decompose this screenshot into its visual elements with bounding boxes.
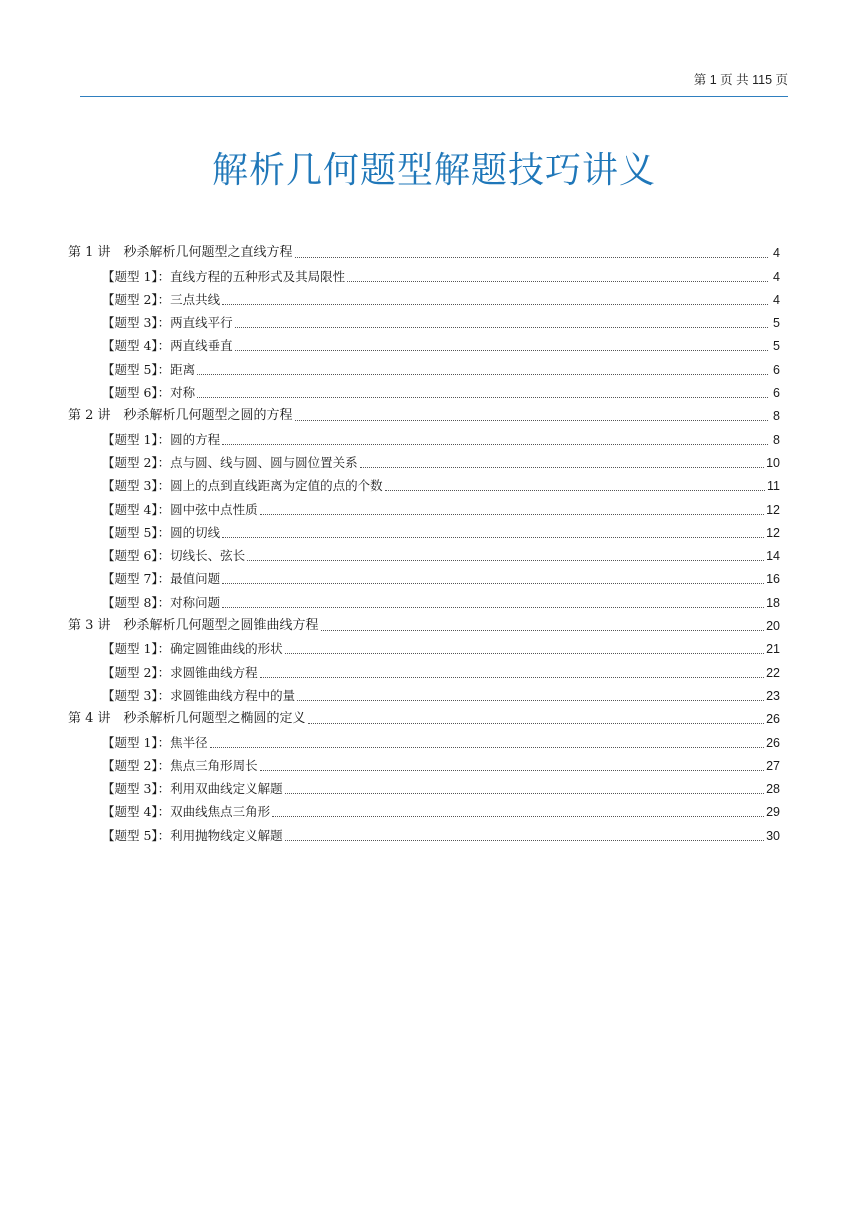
toc-dot-leader: [308, 722, 765, 724]
toc-page-number: 30: [766, 828, 780, 843]
document-title: 解析几何题型解题技巧讲义: [211, 150, 656, 191]
toc-page-number: 14: [766, 549, 780, 564]
toc-dot-leader: [260, 676, 764, 678]
toc-page-number: 29: [766, 805, 780, 820]
toc-page-number: 22: [766, 665, 780, 680]
toc-dot-leader: [222, 606, 764, 608]
toc-section-entry[interactable]: [68, 797, 780, 820]
toc-dot-leader: [247, 559, 764, 561]
page-indicator: 第 1 页 共 115 页: [693, 73, 788, 87]
toc-entry-label: 第 2 讲 秒杀解析几何题型之圆的方程: [68, 408, 293, 424]
toc-dot-leader: [285, 652, 764, 654]
toc-dot-leader: [385, 489, 765, 491]
toc-dot-leader: [197, 396, 768, 398]
toc-page-number: 4: [773, 292, 780, 307]
toc-page-number: 20: [766, 619, 780, 634]
toc-dot-leader: [222, 582, 764, 584]
toc-section-entry[interactable]: [68, 634, 780, 657]
toc-entry-label: 【题型 6】：对称: [102, 385, 196, 401]
toc-page-number: 4: [773, 246, 780, 261]
toc-page-number: 26: [766, 712, 780, 727]
toc-dot-leader: [297, 699, 764, 701]
toc-entry-label: 【题型 2】：点与圆、线与圆、圆与圆位置关系: [102, 454, 358, 470]
toc-page-number: 6: [773, 386, 780, 401]
toc-chapter-entry[interactable]: [68, 611, 780, 634]
toc-section-entry[interactable]: [68, 518, 780, 541]
toc-chapter-entry[interactable]: [68, 401, 780, 424]
toc-page-number: 4: [773, 269, 780, 284]
toc-page-number: 16: [766, 572, 780, 587]
toc-section-entry[interactable]: [68, 285, 780, 308]
toc-section-entry[interactable]: [68, 378, 780, 401]
toc-entry-label: 【题型 8】：对称问题: [102, 594, 221, 610]
toc-dot-leader: [285, 839, 764, 841]
toc-section-entry[interactable]: [68, 541, 780, 564]
toc-dot-leader: [210, 746, 764, 748]
toc-entry-label: 【题型 7】：最值问题: [102, 571, 221, 587]
toc-section-entry[interactable]: [68, 308, 780, 331]
toc-page-number: 23: [766, 688, 780, 703]
toc-entry-label: 【题型 1】：焦半径: [102, 734, 208, 750]
toc-page-number: 11: [767, 479, 780, 494]
toc-entry-label: 【题型 5】：圆的切线: [102, 524, 221, 540]
toc-section-entry[interactable]: [68, 751, 780, 774]
toc-entry-label: 【题型 2】：三点共线: [102, 291, 221, 307]
toc-section-entry[interactable]: [68, 494, 780, 517]
toc-entry-label: 【题型 1】：圆的方程: [102, 431, 221, 447]
toc-section-entry[interactable]: [68, 681, 780, 704]
toc-dot-leader: [347, 280, 768, 282]
toc-entry-label: 【题型 6】：切线长、弦长: [102, 548, 246, 564]
toc-page-number: 5: [773, 339, 780, 354]
toc-section-entry[interactable]: [68, 727, 780, 750]
toc-page-number: 5: [773, 316, 780, 331]
toc-entry-label: 第 1 讲 秒杀解析几何题型之直线方程: [68, 245, 293, 261]
toc-section-entry[interactable]: [68, 261, 780, 284]
toc-section-entry[interactable]: [68, 774, 780, 797]
toc-dot-leader: [285, 792, 764, 794]
toc-entry-label: 【题型 3】：圆上的点到直线距离为定值的点的个数: [102, 478, 383, 494]
toc-entry-label: 【题型 4】：圆中弦中点性质: [102, 501, 258, 517]
toc-entry-label: 【题型 3】：利用双曲线定义解题: [102, 781, 283, 797]
toc-dot-leader: [260, 513, 764, 515]
toc-entry-label: 【题型 3】：求圆锥曲线方程中的量: [102, 687, 296, 703]
toc-dot-leader: [235, 349, 768, 351]
toc-dot-leader: [222, 303, 768, 305]
toc-entry-label: 【题型 1】：直线方程的五种形式及其局限性: [102, 268, 346, 284]
toc-entry-label: 第 4 讲 秒杀解析几何题型之椭圆的定义: [68, 711, 306, 727]
toc-entry-label: 【题型 4】：双曲线焦点三角形: [102, 804, 271, 820]
toc-page-number: 28: [766, 782, 780, 797]
header-divider: [80, 96, 788, 97]
toc-dot-leader: [321, 629, 765, 631]
toc-section-entry[interactable]: [68, 820, 780, 843]
toc-section-entry[interactable]: [68, 424, 780, 447]
toc-page-number: 21: [766, 642, 780, 657]
toc-page-number: 8: [773, 409, 780, 424]
toc-section-entry[interactable]: [68, 448, 780, 471]
toc-entry-label: 【题型 5】：利用抛物线定义解题: [102, 827, 283, 843]
toc-page-number: 12: [766, 502, 780, 517]
toc-section-entry[interactable]: [68, 471, 780, 494]
toc-dot-leader: [295, 256, 768, 258]
toc-entry-label: 【题型 4】：两直线垂直: [102, 338, 233, 354]
table-of-contents: [68, 238, 780, 844]
toc-page-number: 10: [766, 455, 780, 470]
toc-entry-label: 【题型 1】：确定圆锥曲线的形状: [102, 641, 283, 657]
toc-entry-label: 【题型 2】：求圆锥曲线方程: [102, 664, 258, 680]
toc-chapter-entry[interactable]: [68, 704, 780, 727]
toc-section-entry[interactable]: [68, 587, 780, 610]
toc-dot-leader: [272, 815, 764, 817]
toc-section-entry[interactable]: [68, 564, 780, 587]
toc-dot-leader: [235, 326, 768, 328]
toc-dot-leader: [295, 419, 768, 421]
toc-page-number: 8: [773, 432, 780, 447]
toc-entry-label: 【题型 2】：焦点三角形周长: [102, 757, 258, 773]
toc-section-entry[interactable]: [68, 657, 780, 680]
toc-entry-label: 第 3 讲 秒杀解析几何题型之圆锥曲线方程: [68, 618, 319, 634]
toc-section-entry[interactable]: [68, 354, 780, 377]
toc-page-number: 26: [766, 735, 780, 750]
toc-dot-leader: [222, 536, 764, 538]
toc-dot-leader: [197, 373, 768, 375]
toc-entry-label: 【题型 5】：距离: [102, 361, 196, 377]
toc-chapter-entry[interactable]: [68, 238, 780, 261]
toc-entry-label: 【题型 3】：两直线平行: [102, 315, 233, 331]
toc-section-entry[interactable]: [68, 331, 780, 354]
toc-page-number: 18: [766, 595, 780, 610]
toc-page-number: 27: [766, 758, 780, 773]
toc-dot-leader: [360, 466, 764, 468]
toc-page-number: 12: [766, 525, 780, 540]
toc-dot-leader: [260, 769, 764, 771]
toc-page-number: 6: [773, 362, 780, 377]
toc-dot-leader: [222, 443, 768, 445]
